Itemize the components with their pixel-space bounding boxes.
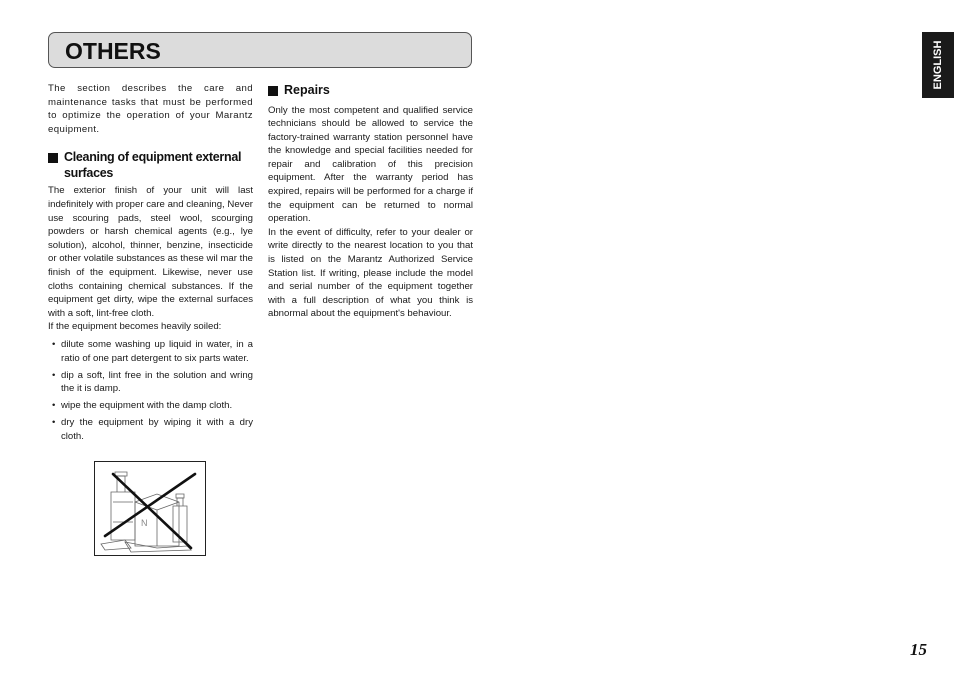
- cleaning-steps-list: [48, 338, 253, 444]
- heading-square-icon: [48, 153, 58, 163]
- heavy-soil-label: If the equipment becomes heavily soiled:: [48, 321, 222, 333]
- left-column: [48, 82, 253, 447]
- list-item: [48, 399, 253, 413]
- list-item-text: dip a soft, lint free in the solution and wring the it is damp.: [61, 369, 253, 395]
- bullet-icon: •: [52, 417, 56, 429]
- repairs-heading-text: Repairs: [284, 83, 330, 97]
- repairs-body-2: In the event of difficulty, refer to your dealer or write directly to the nearest location to you that is listed on the Marantz Authorized Service Station list. If writing, please include the model and serial number of the equipment together with a full description of what you think is abnormal about the equipment's behaviour.: [268, 226, 473, 320]
- title-box: [48, 32, 472, 68]
- intro-paragraph: The section describes the care and maintenance tasks that must be performed to optimize the operation of your Marantz equipment.: [48, 83, 253, 135]
- bullet-icon: •: [52, 338, 56, 350]
- list-item-text: dilute some washing up liquid in water, in a ratio of one part detergent to six parts water.: [61, 338, 253, 364]
- repairs-body-1: Only the most competent and qualified service technicians should be allowed to service the factory-trained warranty station personnel have the knowledge and special facilities needed for repair and calibration of this precision equipment. After the warranty period has expired, repairs will be performed for a charge if the equipment can be returned to normal operation.: [268, 104, 473, 225]
- language-tab: [922, 32, 954, 98]
- list-item: [48, 416, 253, 443]
- bullet-icon: •: [52, 400, 56, 412]
- list-item-text: wipe the equipment with the damp cloth.: [61, 400, 233, 412]
- repairs-heading: [268, 83, 473, 99]
- no-chemical-cleaners-icon: [94, 461, 206, 556]
- bullet-icon: •: [52, 369, 56, 381]
- crossed-out-bottles-illustration: [95, 462, 205, 555]
- cleaning-heading-text: Cleaning of equipment external surfaces: [64, 150, 242, 180]
- heading-square-icon: [268, 86, 278, 96]
- svg-text:N: N: [141, 518, 148, 528]
- list-item-text: dry the equipment by wiping it with a dry cloth.: [61, 417, 253, 442]
- page-number: 15: [910, 640, 927, 659]
- right-column: [268, 83, 473, 321]
- page-title: OTHERS: [65, 38, 161, 64]
- cleaning-body: The exterior finish of your unit will last indefinitely with proper care and cleaning, Never use scouring pads, steel wool, scourging powders or harsh chemical agents (e.g., lye solution), alcohol, thinner, benzine, insecticide or other volatile substances as these wil mar the finish of the equipment. Likewise, never use cloths containing chemical substances. If the equipment get dirty, wipe the external surfaces with a soft, lint-free cloth.: [48, 185, 253, 319]
- list-item: [48, 338, 253, 365]
- cleaning-heading: [48, 150, 253, 181]
- language-label: ENGLISH: [932, 40, 944, 90]
- list-item: [48, 369, 253, 396]
